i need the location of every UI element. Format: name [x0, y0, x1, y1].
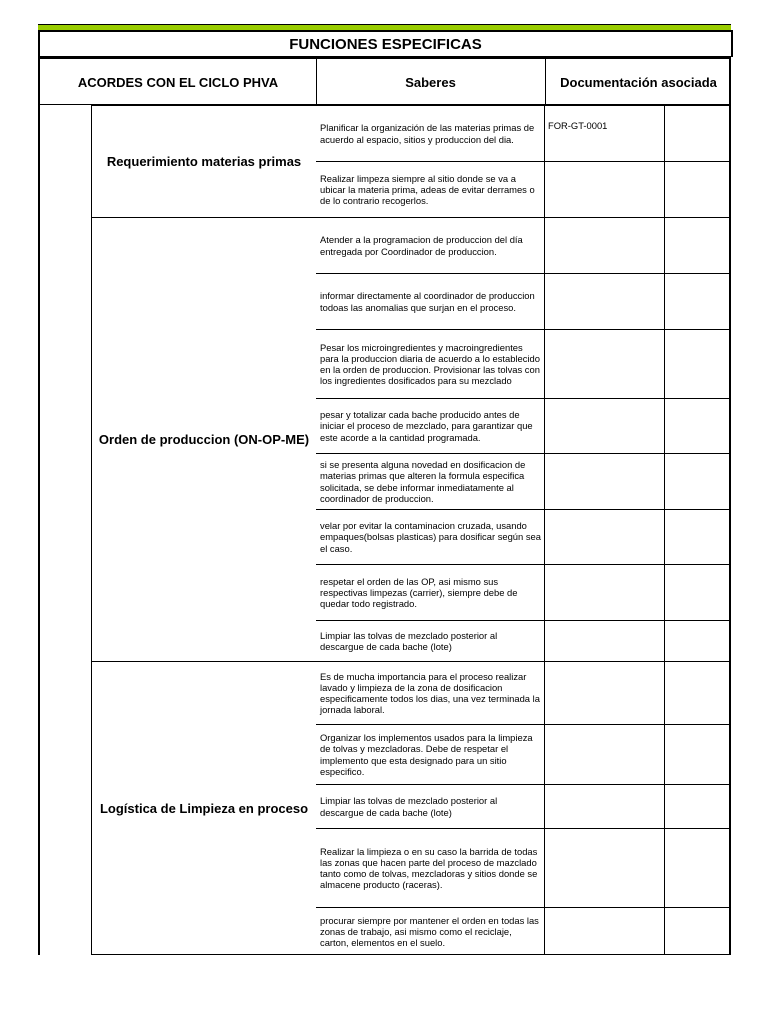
- page-title: FUNCIONES ESPECIFICAS: [38, 30, 733, 57]
- table-row: [316, 724, 731, 784]
- doc-cell: [545, 330, 665, 398]
- table-row: [316, 398, 731, 453]
- saber-cell: Realizar limpeza siempre al sitio donde se va a ubicar la materia prima, adeas de evitar derrames o de lo contrario recogerlos.: [316, 162, 545, 217]
- saber-cell: Es de mucha importancia para el proceso realizar lavado y limpieza de la zona de dosificacion especificamente todos los dias, una vez terminada la jornada laboral.: [316, 662, 545, 724]
- doc-cell: [545, 162, 665, 217]
- saber-cell: Limpiar las tolvas de mezclado posterior al descargue de cada bache (lote): [316, 621, 545, 661]
- extra-cell: [665, 162, 731, 217]
- extra-cell: [665, 785, 731, 828]
- doc-cell: [545, 908, 665, 955]
- doc-cell: [545, 662, 665, 724]
- doc-cell: [545, 510, 665, 564]
- extra-cell: [665, 330, 731, 398]
- table-row: [316, 453, 731, 509]
- table-row: [316, 329, 731, 398]
- group-logistica-de-limpieza: Logística de Limpieza en proceso: [91, 661, 316, 955]
- group-orden-de-produccion: Orden de produccion (ON-OP-ME): [91, 217, 316, 661]
- saber-cell: Limpiar las tolvas de mezclado posterior al descargue de cada bache (lote): [316, 785, 545, 828]
- saber-cell: velar por evitar la contaminacion cruzada, usando empaques(bolsas plasticas) para dosificar según sea el caso.: [316, 510, 545, 564]
- doc-cell: [545, 565, 665, 620]
- extra-cell: [665, 908, 731, 955]
- doc-cell: [545, 621, 665, 661]
- doc-cell: [545, 399, 665, 453]
- group-requerimiento-materias-primas: Requerimiento materias primas: [91, 105, 316, 217]
- doc-cell: [545, 785, 665, 828]
- extra-cell: [665, 565, 731, 620]
- header-documentacion: Documentación asociada: [560, 74, 717, 90]
- table-row: [316, 620, 731, 661]
- saber-cell: Atender a la programacion de produccion del día entregada por Coordinador de produccion.: [316, 218, 545, 273]
- doc-cell: [545, 725, 665, 784]
- table-row: [316, 273, 731, 329]
- extra-cell: [665, 829, 731, 907]
- table-row: [316, 564, 731, 620]
- extra-cell: [665, 454, 731, 509]
- saber-cell: Pesar los microingredientes y macroingredientes para la produccion diaria de acuerdo a lo establecido en la orden de produccion. Provisionar las tolvas con los ingredientes dosificados para su mezclado: [316, 330, 545, 398]
- extra-cell: [665, 725, 731, 784]
- header-saberes: Saberes: [316, 59, 546, 105]
- doc-cell: [545, 218, 665, 273]
- table-row: [316, 217, 731, 273]
- saber-cell: procurar siempre por mantener el orden en todas las zonas de trabajo, asi mismo como el reciclaje, carton, elementos en el suelo.: [316, 908, 545, 955]
- extra-cell: [665, 662, 731, 724]
- doc-cell: [545, 454, 665, 509]
- saber-cell: Planificar la organización de las materias primas de acuerdo al espacio, sitios y produccion del dia.: [316, 106, 545, 161]
- table-row: [316, 828, 731, 907]
- extra-cell: [665, 218, 731, 273]
- extra-cell: [665, 106, 731, 161]
- functions-table: [38, 105, 731, 955]
- extra-cell: [665, 399, 731, 453]
- saber-cell: informar directamente al coordinador de produccion todoas las anomalias que surjan en el proceso.: [316, 274, 545, 329]
- doc-cell: [545, 274, 665, 329]
- saber-cell: Realizar la limpieza o en su caso la barrida de todas las zonas que hacen parte del proceso de mazclado tanto como de tolvas, mezcladoras y sitios donde se almacene producto (raceras).: [316, 829, 545, 907]
- table-row: [316, 509, 731, 564]
- saber-cell: Organizar los implementos usados para la limpieza de tolvas y mezcladoras. Debe de respetar el implemento que esta designado para un sitio especifico.: [316, 725, 545, 784]
- table-row: [316, 661, 731, 724]
- doc-cell: FOR-GT-0001: [545, 106, 665, 161]
- saber-cell: pesar y totalizar cada bache producido antes de iniciar el proceso de mezclado, para garantizar que este acorde a la cantidad programada.: [316, 399, 545, 453]
- saber-cell: respetar el orden de las OP, asi mismo sus respectivas limpezas (carrier), siempre debe de quedar todo registrado.: [316, 565, 545, 620]
- table-row: [316, 784, 731, 828]
- table-row: [316, 907, 731, 955]
- table-row: [316, 105, 731, 161]
- extra-cell: [665, 621, 731, 661]
- extra-cell: [665, 510, 731, 564]
- saber-cell: si se presenta alguna novedad en dosificacion de materias primas que alteren la formula especifica solicitada, se debe informar inmediatamente al coordinador de produccion.: [316, 454, 545, 509]
- table-bottom-border: [91, 954, 731, 955]
- extra-cell: [665, 274, 731, 329]
- header-phva: ACORDES CON EL CICLO PHVA: [40, 59, 317, 105]
- table-row: [316, 161, 731, 217]
- doc-cell: [545, 829, 665, 907]
- table-header: [38, 57, 731, 105]
